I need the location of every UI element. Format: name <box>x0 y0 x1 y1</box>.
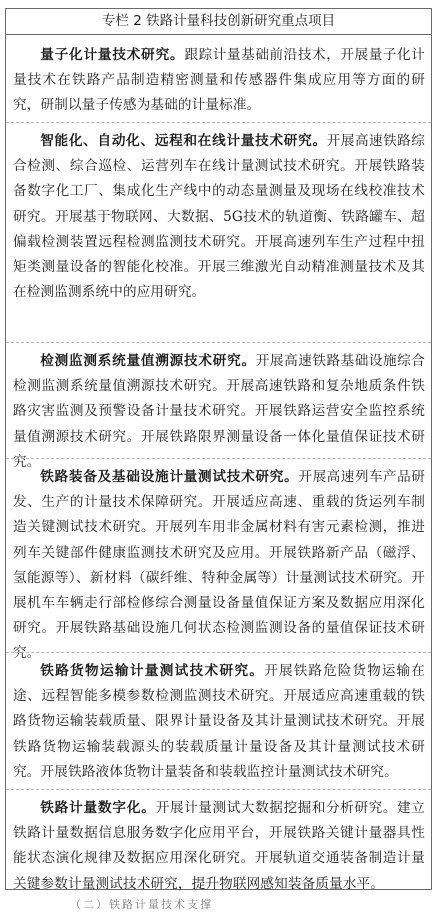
section-heading: 铁路货物运输计量测试技术研究。 <box>40 663 265 679</box>
section-body: 开展计量测试大数据挖掘和分析研究。建立铁路计量数据信息服务数字化应用平台，开展铁路关键计量器具性能状态演化规律及数据应用深化研究。开展轨道交通装备制造计量关键参数计量测试技术研究，提升物联网感知装备质量水平。 <box>13 800 425 892</box>
section-freight-transport <box>6 652 431 789</box>
section-digitalization <box>6 789 431 891</box>
next-section-heading: （二）铁路计量技术支撑 <box>70 898 213 911</box>
section-quantum-metrology <box>6 35 431 122</box>
section-equipment-infrastructure <box>6 458 431 662</box>
section-traceability <box>6 342 431 470</box>
section-body: 开展高速铁路基础设施综合检测监测系统量值溯源技术研究。开展高速铁路和复杂地质条件铁路灾害监测及预警设备计量技术研究。开展铁路运营安全监控系统量值溯源技术研究。开展铁路限界测量设备一体化量值保证技术研究。 <box>13 353 425 470</box>
section-body: 开展高速列车产品研发、生产的计量技术保障研究。开展适应高速、重载的货运列车制造关键测试技术研究。开展列车用非金属材料有害元素检测，推进列车关键部件健康监测技术研究及应用。开展铁路新产品（磁浮、氢能源等）、新材料（碳纤维、特种金属等）计量测试技术研究。开展机车车辆走行部检修综合测量设备量值保证方案及数据应用深化研究。开展铁路基础设施几何状态检测监测设备的量值保证技术研究。 <box>13 469 425 662</box>
column-title: 专栏 2 铁路计量科技创新研究重点项目 <box>6 9 431 35</box>
section-intelligent-online-metrology <box>6 122 431 342</box>
section-paragraph <box>13 349 425 475</box>
section-paragraph <box>13 43 425 119</box>
section-body: 跟踪计量基础前沿技术，开展量子化计量技术在铁路产品制造精密测量和传感器件集成应用等方面的研究，研制以量子传感为基础的计量标准。 <box>13 47 425 114</box>
section-paragraph <box>13 796 425 897</box>
section-heading: 铁路装备及基础设施计量测试技术研究。 <box>40 469 299 485</box>
section-paragraph <box>13 659 425 785</box>
section-paragraph <box>13 129 425 305</box>
section-body: 开展铁路危险货物运输在途、远程智能多模参数检测监测技术研究。开展适应高速重载的铁路货物运输装载质量、限界计量设备及其计量测试技术研究。开展铁路货物运输装载源头的装载质量计量设备及其计量测试技术研究。开展铁路液体货物计量装备和装载监控计量测试技术研究。 <box>13 663 425 780</box>
section-heading: 检测监测系统量值溯源技术研究。 <box>40 353 256 369</box>
section-body: 开展高速铁路综合检测、综合巡检、运营列车在线计量测试技术研究。开展铁路装备数字化工厂、集成化生产线中的动态量测量及现场在线校准技术研究。开展基于物联网、大数据、5G技术的轨道衡、铁路罐车、超偏载检测装置远程检测监测技术研究。开展高速列车生产过程中扭矩类测量设备的智能化校准。开展三维激光自动精准测量技术及其在检测监测系统中的应用研究。 <box>13 133 425 301</box>
section-paragraph <box>13 465 425 667</box>
column-box <box>5 8 432 890</box>
section-heading: 智能化、自动化、远程和在线计量技术研究。 <box>40 133 327 149</box>
section-heading: 铁路计量数字化。 <box>40 800 156 816</box>
section-heading: 量子化计量技术研究。 <box>40 47 185 63</box>
